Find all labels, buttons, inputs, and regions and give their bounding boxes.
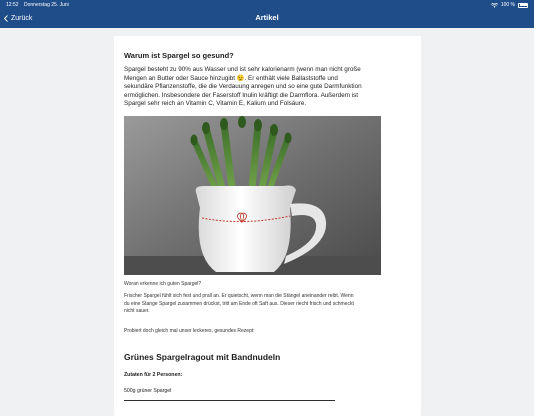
paragraph-line: Spargel sehr reich an Vitamin C, Vitamin E, Kalium und Folsäure. xyxy=(124,100,307,108)
ingredients-heading: Zutaten für 2 Personen: xyxy=(124,372,183,379)
recipe-title: Grünes Spargelragout mit Bandnudeln xyxy=(124,352,281,363)
battery-percentage: 100 % xyxy=(500,2,515,8)
asparagus-jug-photo xyxy=(124,116,381,275)
article-content xyxy=(124,51,399,401)
battery-icon xyxy=(518,3,528,8)
ingredient-divider xyxy=(124,400,335,401)
answer-paragraph xyxy=(124,293,399,316)
question-text: Woran erkenne ich guten Spargel? xyxy=(124,280,202,287)
navigation-bar xyxy=(0,0,534,28)
article-heading: Warum ist Spargel so gesund? xyxy=(124,51,234,60)
back-button-label: Zurück xyxy=(11,15,33,22)
paragraph-line: sekundäre Pflanzenstoffe, die die Verdauung anregen und so eine gute Darmfunktion xyxy=(124,83,362,91)
status-bar xyxy=(0,2,534,11)
article-card xyxy=(114,36,421,416)
ingredient-item: 500g grüner Spargel xyxy=(124,388,172,395)
paragraph-line: ermöglichen. Insbesondere der Faserstoff Inulin kräftigt die Darmflora. Außerdem ist xyxy=(124,91,359,99)
answer-line: du eine Stange Spargel zusammen drückst, tritt am Ende oft Saft aus. Dieser riecht frisch und schmeckt xyxy=(124,300,354,307)
paragraph-line: Mengen an Butter oder Sauce hinzugibt 😉. Er enthält viele Ballaststoffe und xyxy=(124,74,338,82)
article-paragraph xyxy=(124,66,399,109)
recipe-intro: Probiert doch gleich mal unser leckeres, gesundes Rezept: xyxy=(124,327,255,334)
wifi-icon xyxy=(491,3,498,8)
answer-line: Frischer Spargel fühlt sich fest und prall an. Er quietscht, wenn man die Stängel aneinander reibt. Wenn xyxy=(124,293,354,300)
status-date: Donnerstag 25. Juni xyxy=(24,2,69,8)
paragraph-line: Spargel besteht zu 90% aus Wasser und ist sehr kalorienarm (wenn man nicht große xyxy=(124,66,361,73)
status-time: 12:52 xyxy=(6,2,19,8)
status-right xyxy=(491,2,528,8)
answer-line: nicht sauer. xyxy=(124,308,150,315)
page-title: Artikel xyxy=(255,13,279,22)
